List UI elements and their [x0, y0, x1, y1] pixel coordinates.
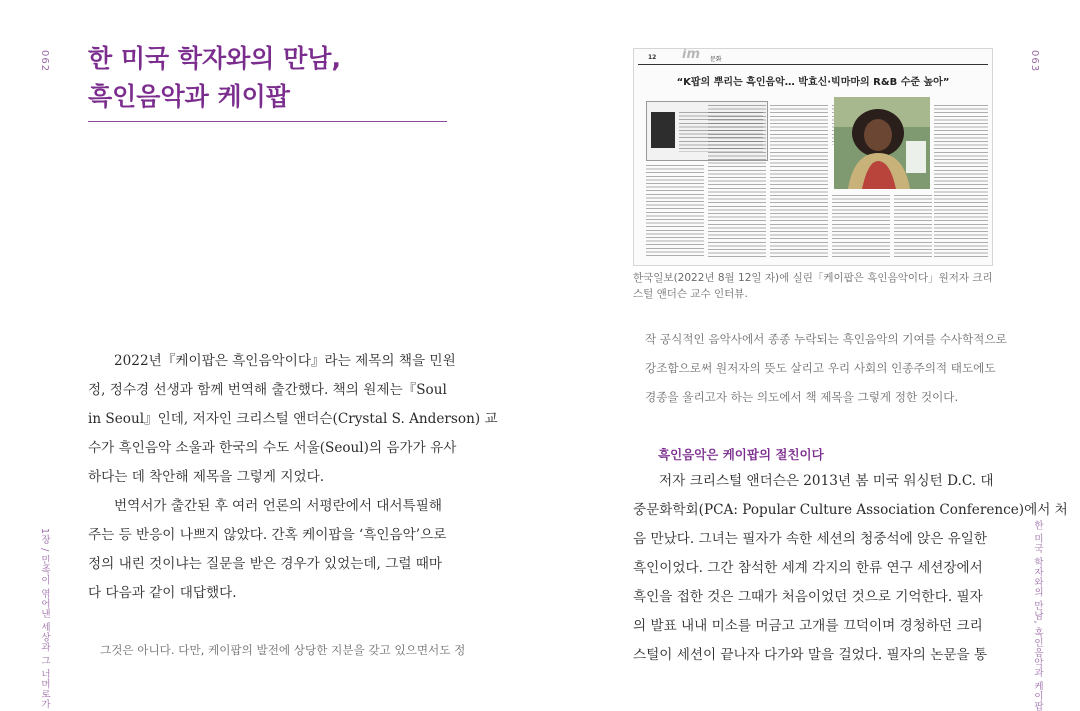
- newspaper-column: [894, 195, 932, 257]
- body-line: 수가 흑인음악 소울과 한국의 수도 서울(Seoul)의 음가가 유사: [88, 440, 457, 456]
- quote-line: 강조함으로써 원저자의 뜻도 살리고 우리 사회의 인종주의적 태도에도: [645, 361, 996, 375]
- newspaper-column: [708, 105, 766, 257]
- body-line: 번역서가 출간된 후 여러 언론의 서평란에서 대서특필해: [114, 498, 442, 514]
- page-number-left: 062: [39, 50, 50, 73]
- newspaper-page-label: 12: [648, 54, 657, 61]
- left-body-text: [88, 347, 498, 608]
- running-head-right: 한 미국 학자와의 만남, 흑인음악과 케이팝: [1032, 520, 1043, 711]
- body-line: 의 발표 내내 미소를 머금고 고개를 끄덕이며 경청하던 크리: [633, 618, 983, 634]
- figure-caption: 한국일보(2022년 8월 12일 자)에 실린「케이팝은 흑인음악이다」원저자 크리스털 앤더슨 교수 인터뷰.: [633, 272, 993, 300]
- title-rule: [88, 121, 447, 122]
- newspaper-logo: im: [682, 48, 701, 62]
- newspaper-header: [638, 48, 988, 65]
- chapter-title-line-2: 흑인음악과 케이팝: [88, 82, 290, 111]
- chapter-title-line-1: 한 미국 학자와의 만남,: [88, 44, 341, 73]
- newspaper-column: [934, 105, 988, 257]
- newspaper-section: 문화: [710, 56, 722, 63]
- section-subheading: 흑인음악은 케이팝의 절친이다: [658, 447, 824, 462]
- person-portrait-icon: [834, 97, 930, 189]
- body-line: 저자 크리스털 앤더슨은 2013년 봄 미국 워싱턴 D.C. 대: [659, 473, 994, 489]
- body-line: 정, 정수경 선생과 함께 번역해 출간했다. 책의 원제는『Soul: [88, 382, 447, 398]
- newspaper-column: [646, 165, 704, 257]
- body-line: 다 다음과 같이 대답했다.: [88, 585, 237, 601]
- interview-photo: [834, 97, 930, 189]
- quote-line: 경종을 울리고자 하는 의도에서 책 제목을 그렇게 정한 것이다.: [645, 390, 959, 404]
- newspaper-headline: “K팝의 뿌리는 흑인음악… 박효신·빅마마의 R&B 수준 높아”: [676, 77, 950, 88]
- body-line: 정의 내린 것이냐는 질문을 받은 경우가 있었는데, 그럴 때마: [88, 556, 443, 572]
- quote-line: 작 공식적인 음악사에서 종종 누락되는 흑인음악의 기여를 수사학적으로: [645, 332, 1007, 346]
- book-cover-thumbnail: [651, 112, 675, 148]
- block-quote-start: 그것은 아니다. 다만, 케이팝의 발전에 상당한 지분을 갖고 있으면서도 정: [100, 643, 466, 657]
- body-line: 2022년『케이팝은 흑인음악이다』라는 제목의 책을 민원: [114, 353, 456, 369]
- body-line: 중문화학회(PCA: Popular Culture Association Conference)에서 처: [633, 502, 1068, 518]
- body-line: 스털이 세션이 끝나자 다가와 말을 걸었다. 필자의 논문을 통: [633, 647, 988, 663]
- body-line: 흑인을 접한 것은 그때가 처음이었던 것으로 기억한다. 필자: [633, 589, 983, 605]
- block-quote-continued: [645, 325, 1007, 412]
- running-head-left: 1장 / 민족이 엮어낸 세상과 그 너머로가: [39, 528, 50, 710]
- body-line: in Seoul』인데, 저자인 크리스털 앤더슨(Crystal S. Anderson) 교: [88, 411, 498, 427]
- newspaper-clipping-image: [633, 48, 993, 266]
- body-line: 하다는 데 착안해 제목을 그렇게 지었다.: [88, 469, 325, 485]
- page-number-right: 063: [1029, 50, 1040, 73]
- newspaper-column: [770, 105, 828, 257]
- newspaper-column: [832, 195, 890, 257]
- body-line: 흑인이었다. 그간 참석한 세계 각지의 한류 연구 세션장에서: [633, 560, 983, 576]
- body-line: 주는 등 반응이 나쁘지 않았다. 간혹 케이팝을 ‘흑인음악’으로: [88, 527, 447, 543]
- body-line: 음 만났다. 그녀는 필자가 속한 세션의 청중석에 앉은 유일한: [633, 531, 988, 547]
- chapter-title: [88, 40, 341, 116]
